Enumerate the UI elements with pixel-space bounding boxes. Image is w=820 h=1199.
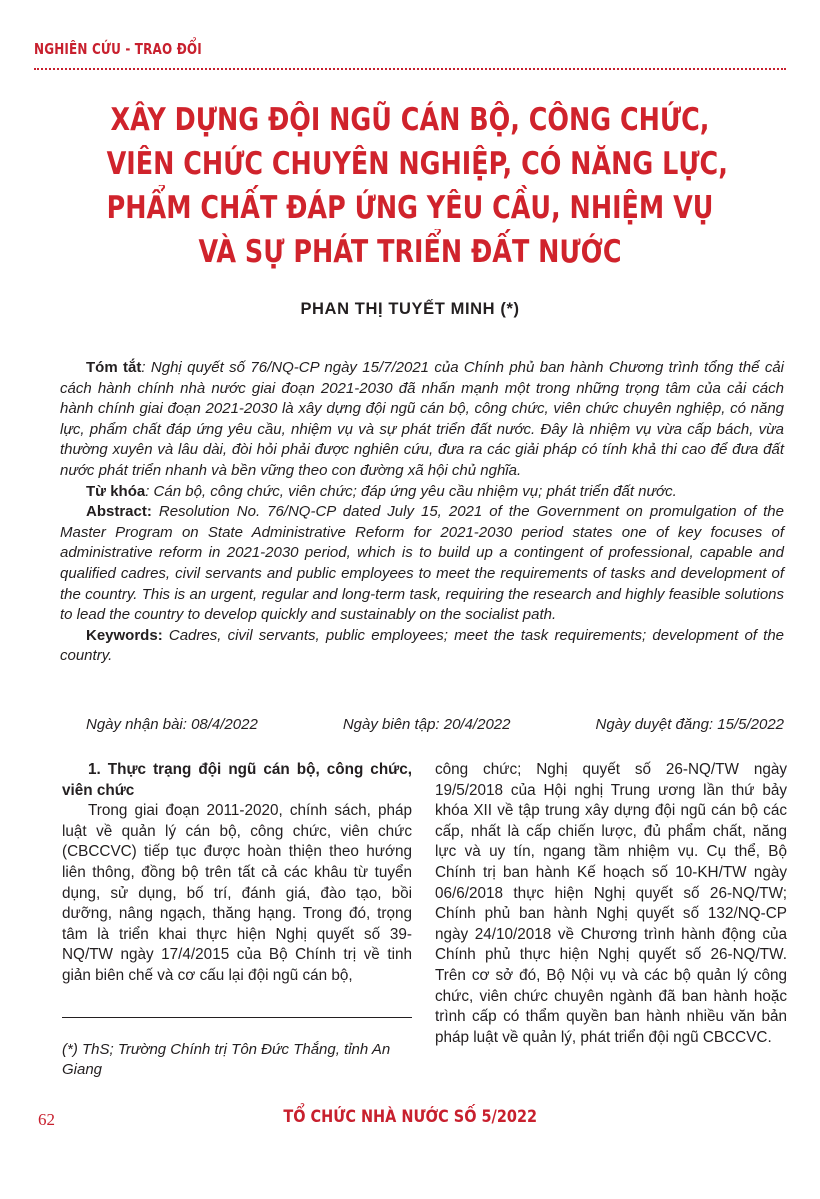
summary-label: Tóm tắt	[86, 359, 142, 376]
section-label: NGHIÊN CỨU - TRAO ĐỔI	[34, 40, 202, 58]
abstract-en-paragraph	[60, 502, 784, 626]
keywords-en-label: Keywords:	[86, 626, 163, 644]
keywords-vi-text: : Cán bộ, công chức, viên chức; đáp ứng yêu cầu nhiệm vụ; phát triển đất nước.	[145, 482, 677, 500]
summary-text: : Nghị quyết số 76/NQ-CP ngày 15/7/2021 của Chính phủ ban hành Chương trình tổng thể cải cách hành chính nhà nước giai đoạn 2021-2030 đã nhấn mạnh một trong những trọng tâm của cải cách hành chính giai đoạn 2021-2030 là xây dựng đội ngũ cán bộ, công chức, viên chức chuyên nghiệp, có năng lực, phẩm chất đáp ứng yêu cầu, nhiệm vụ và sự phát triển đất nước. Đây là nhiệm vụ vừa cấp bách, vừa thường xuyên và lâu dài, đòi hỏi phải được nghiên cứu, đưa ra các giải pháp có tính khả thi cao để đưa đất nước phát triển nhanh và bền vững theo con đường xã hội chủ nghĩa.	[60, 359, 784, 479]
abstract-en-label: Abstract:	[86, 503, 152, 521]
title-line: VIÊN CHỨC CHUYÊN NGHIỆP, CÓ NĂNG LỰC,	[106, 146, 728, 182]
article-dates	[86, 716, 784, 733]
section-heading: 1. Thực trạng đội ngũ cán bộ, công chức, viên chức	[62, 761, 412, 799]
body-column-right	[435, 760, 787, 1048]
date-received: Ngày nhận bài: 08/4/2022	[86, 716, 258, 733]
body-paragraph: công chức; Nghị quyết số 26-NQ/TW ngày 19/5/2018 của Hội nghị Trung ương lần thứ bảy khóa XII về tập trung xây dựng đội ngũ cán bộ các cấp, nhất là cấp chiến lược, đủ phẩm chất, năng lực và uy tín, ngang tầm nhiệm vụ. Cụ thể, Bộ Chính trị ban hành Kế hoạch số 10-KH/TW ngày 06/6/2018 thực hiện Nghị quyết số 26-NQ/TW; Chính phủ ban hành Nghị quyết số 132/NQ-CP ngày 24/10/2018 về Chương trình hành động của Chính phủ thực hiện Nghị quyết số 26-NQ/TW. Trên cơ sở đó, Bộ Nội vụ và các bộ quản lý công chức, viên chức chuyên ngành đã ban hành hoặc trình cấp có thẩm quyền ban hành nhiều văn bản pháp luật về quản lý, phát triển đội ngũ CBCCVC.	[435, 761, 787, 1046]
keywords-vi-label: Từ khóa	[86, 482, 146, 500]
title-line: XÂY DỰNG ĐỘI NGŨ CÁN BỘ, CÔNG CHỨC,	[110, 102, 710, 138]
article-title	[40, 98, 780, 274]
journal-title	[0, 1107, 820, 1127]
page-number: 62	[38, 1110, 55, 1129]
summary-paragraph	[60, 358, 784, 482]
date-edited: Ngày biên tập: 20/4/2022	[342, 716, 511, 733]
body-paragraph: Trong giai đoạn 2011-2020, chính sách, pháp luật về quản lý cán bộ, công chức, viên chức (CBCCVC) tiếp tục được hoàn thiện theo hướng liên thông, đồng bộ trên tất cả các khâu từ tuyển dụng, sử dụng, bố trí, đánh giá, đào tạo, bồi dưỡng, nâng ngạch, thăng hạng. Trong đó, trọng tâm là triển khai thực hiện Nghị quyết số 39-NQ/TW ngày 17/4/2015 của Bộ Chính trị về tinh giản biên chế và cơ cấu lại đội ngũ cán bộ,	[62, 802, 412, 984]
abstract-block	[60, 358, 784, 667]
footnote-divider	[62, 1017, 412, 1018]
footnote: (*) ThS; Trường Chính trị Tôn Đức Thắng, tỉnh An Giang	[62, 1041, 391, 1078]
keywords-en-paragraph	[60, 626, 784, 667]
body-column-left	[62, 760, 412, 987]
title-line: PHẨM CHẤT ĐÁP ỨNG YÊU CẦU, NHIỆM VỤ	[106, 190, 714, 226]
keywords-en-text: Cadres, civil servants, public employees; meet the task requirements; development of the country.	[60, 626, 784, 665]
keywords-vi-paragraph	[60, 482, 784, 503]
author-name: PHAN THỊ TUYẾT MINH (*)	[300, 300, 520, 318]
date-approved: Ngày duyệt đăng: 15/5/2022	[595, 716, 784, 733]
abstract-en-text: Resolution No. 76/NQ-CP dated July 15, 2021 of the Government on promulgation of the Master Program on State Administrative Reform for 2021-2030 period states one of key focuses of administrative reform in 2021-2030 period, which is to build up a contingent of professional, capable and qualified cadres, civil servants and public employees to meet the requirements of tasks and development of the country. This is an urgent, regular and long-term task, requiring the research and highly feasible solutions to lead the country to develop quickly and sustainably on the socialist path.	[60, 503, 784, 624]
title-line: VÀ SỰ PHÁT TRIỂN ĐẤT NƯỚC	[198, 234, 622, 270]
header-divider	[34, 68, 786, 70]
journal-title-text: TỔ CHỨC NHÀ NƯỚC SỐ 5/2022	[283, 1107, 537, 1127]
